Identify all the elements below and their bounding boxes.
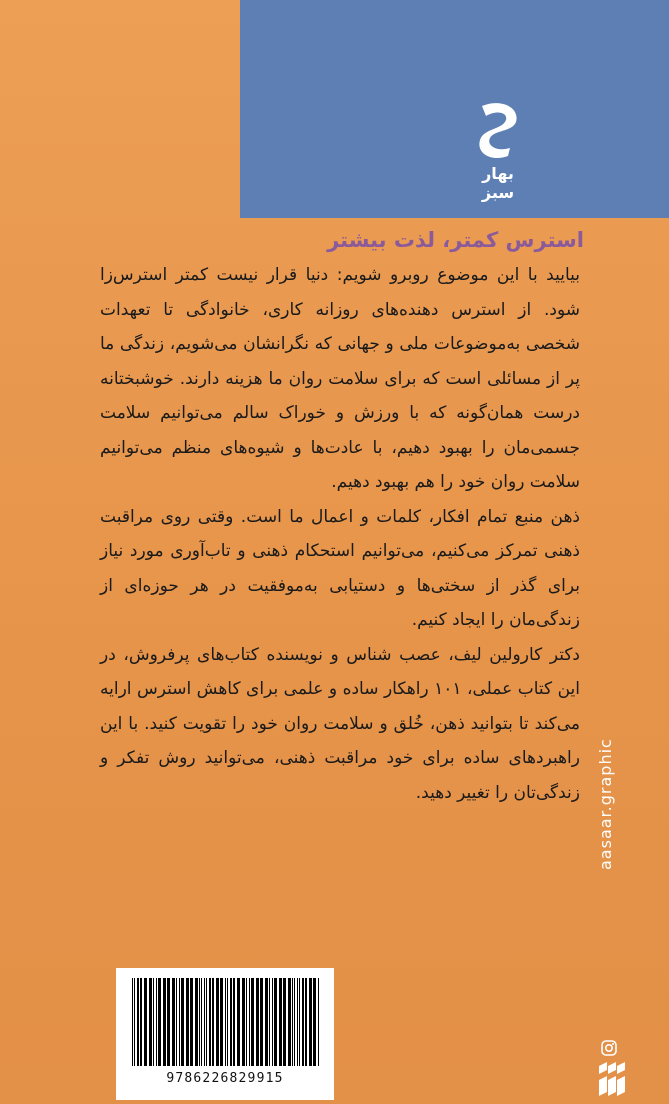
barcode-bar: [153, 978, 154, 1066]
barcode-bar: [140, 978, 142, 1066]
barcode-bar: [251, 978, 254, 1066]
barcode-bar: [172, 978, 175, 1066]
barcode-bars: [130, 978, 322, 1066]
designer-watermark: aasaar.graphic: [596, 738, 615, 870]
barcode-bar: [220, 978, 223, 1066]
barcode-bar: [233, 978, 235, 1066]
barcode-bar: [302, 978, 304, 1066]
isbn-barcode: [116, 968, 334, 1100]
blurb-paragraph-2: ذهن منبع تمام افکار، کلمات و اعمال ما است. وقتی روی مراقبت ذهنی تمرکز می‌کنیم، می‌توانیم استحکام ذهنی و تاب‌آوری مورد نیاز برای گذر از سختی‌ها و دستیابی به‌موفقیت در هر حوزه‌ای از زندگی‌مان را ایجاد کنیم.: [100, 506, 580, 630]
barcode-bar: [167, 978, 170, 1066]
barcode-bar: [305, 978, 307, 1066]
barcode-bar: [265, 978, 268, 1066]
barcode-bar: [156, 978, 157, 1066]
barcode-bar: [134, 978, 135, 1066]
barcode-bar: [242, 978, 245, 1066]
barcode-bar: [274, 978, 277, 1066]
barcode-bar: [283, 978, 286, 1066]
barcode-bar: [318, 978, 319, 1066]
barcode-bar: [216, 978, 219, 1066]
barcode-bar: [230, 978, 232, 1066]
isbn-number: 9786226829915: [166, 1071, 284, 1086]
barcode-bar: [176, 978, 177, 1066]
barcode-bar: [186, 978, 189, 1066]
barcode-bar: [225, 978, 226, 1066]
barcode-bar: [163, 978, 166, 1066]
barcode-bar: [195, 978, 198, 1066]
blurb-paragraph-3: دکتر کارولین لیف، عصب شناس و نویسنده کتاب‌های پرفروش، در این کتاب عملی، ۱۰۱ راهکار ساده و علمی برای کاهش استرس ارایه می‌کند تا بتوانید ذهن، خُلق و سلامت روان خود را تقویت کنید. با این راهبردهای ساده برای خود مراقبت ذهنی، می‌توانید روش تفکر و زندگی‌تان را تغییر دهید.: [100, 644, 580, 803]
barcode-bar: [199, 978, 200, 1066]
barcode-bar: [137, 978, 139, 1066]
designer-mark-icon: [596, 1058, 626, 1098]
book-title: استرس کمتر، لذت بیشتر: [327, 228, 584, 252]
instagram-icon: [601, 1040, 617, 1056]
barcode-bar: [249, 978, 250, 1066]
barcode-bar: [201, 978, 202, 1066]
barcode-bar: [206, 978, 207, 1066]
barcode-bar: [158, 978, 161, 1066]
barcode-bar: [309, 978, 312, 1066]
barcode-bar: [260, 978, 263, 1066]
barcode-bar: [279, 978, 282, 1066]
barcode-bar: [269, 978, 270, 1066]
barcode-bar: [246, 978, 247, 1066]
barcode-bar: [144, 978, 147, 1066]
barcode-bar: [299, 978, 300, 1066]
publisher-logo-text: بهار سبز: [481, 164, 515, 202]
barcode-bar: [181, 978, 184, 1066]
blurb-paragraph-1: بیایید با این موضوع روبرو شویم: دنیا قرار نیست کمتر استرس‌زا شود. از استرس دهنده‌های روزانه کاری، خانوادگی تا تعهدات شخصی به‌موضوعات ملی و جهانی که نگرانشان می‌شویم، زندگی ما پر از مسائلی است که برای سلامت روان ما هزینه دارند. خوشبختانه درست همان‌گونه که با ورزش و خوراک سالم می‌توانیم سلامت جسمی‌مان را بهبود دهیم، با عادت‌ها و شیوه‌های منظم می‌توانیم سلامت روان خود را هم بهبود دهیم.: [100, 265, 580, 492]
blurb: [100, 258, 580, 810]
barcode-bar: [212, 978, 214, 1066]
barcode-bar: [204, 978, 205, 1066]
barcode-bar: [179, 978, 180, 1066]
barcode-bar: [292, 978, 293, 1066]
barcode-bar: [294, 978, 295, 1066]
barcode-bar: [132, 978, 133, 1066]
barcode-bar: [209, 978, 211, 1066]
barcode-bar: [256, 978, 259, 1066]
barcode-bar: [297, 978, 298, 1066]
barcode-bar: [272, 978, 273, 1066]
publisher-logo: [468, 100, 528, 200]
barcode-bar: [237, 978, 240, 1066]
barcode-bar: [227, 978, 228, 1066]
barcode-bar: [288, 978, 291, 1066]
publisher-logo-icon: [472, 100, 524, 166]
barcode-bar: [190, 978, 193, 1066]
barcode-bar: [313, 978, 316, 1066]
publisher-color-block: [240, 0, 669, 218]
barcode-bar: [149, 978, 152, 1066]
